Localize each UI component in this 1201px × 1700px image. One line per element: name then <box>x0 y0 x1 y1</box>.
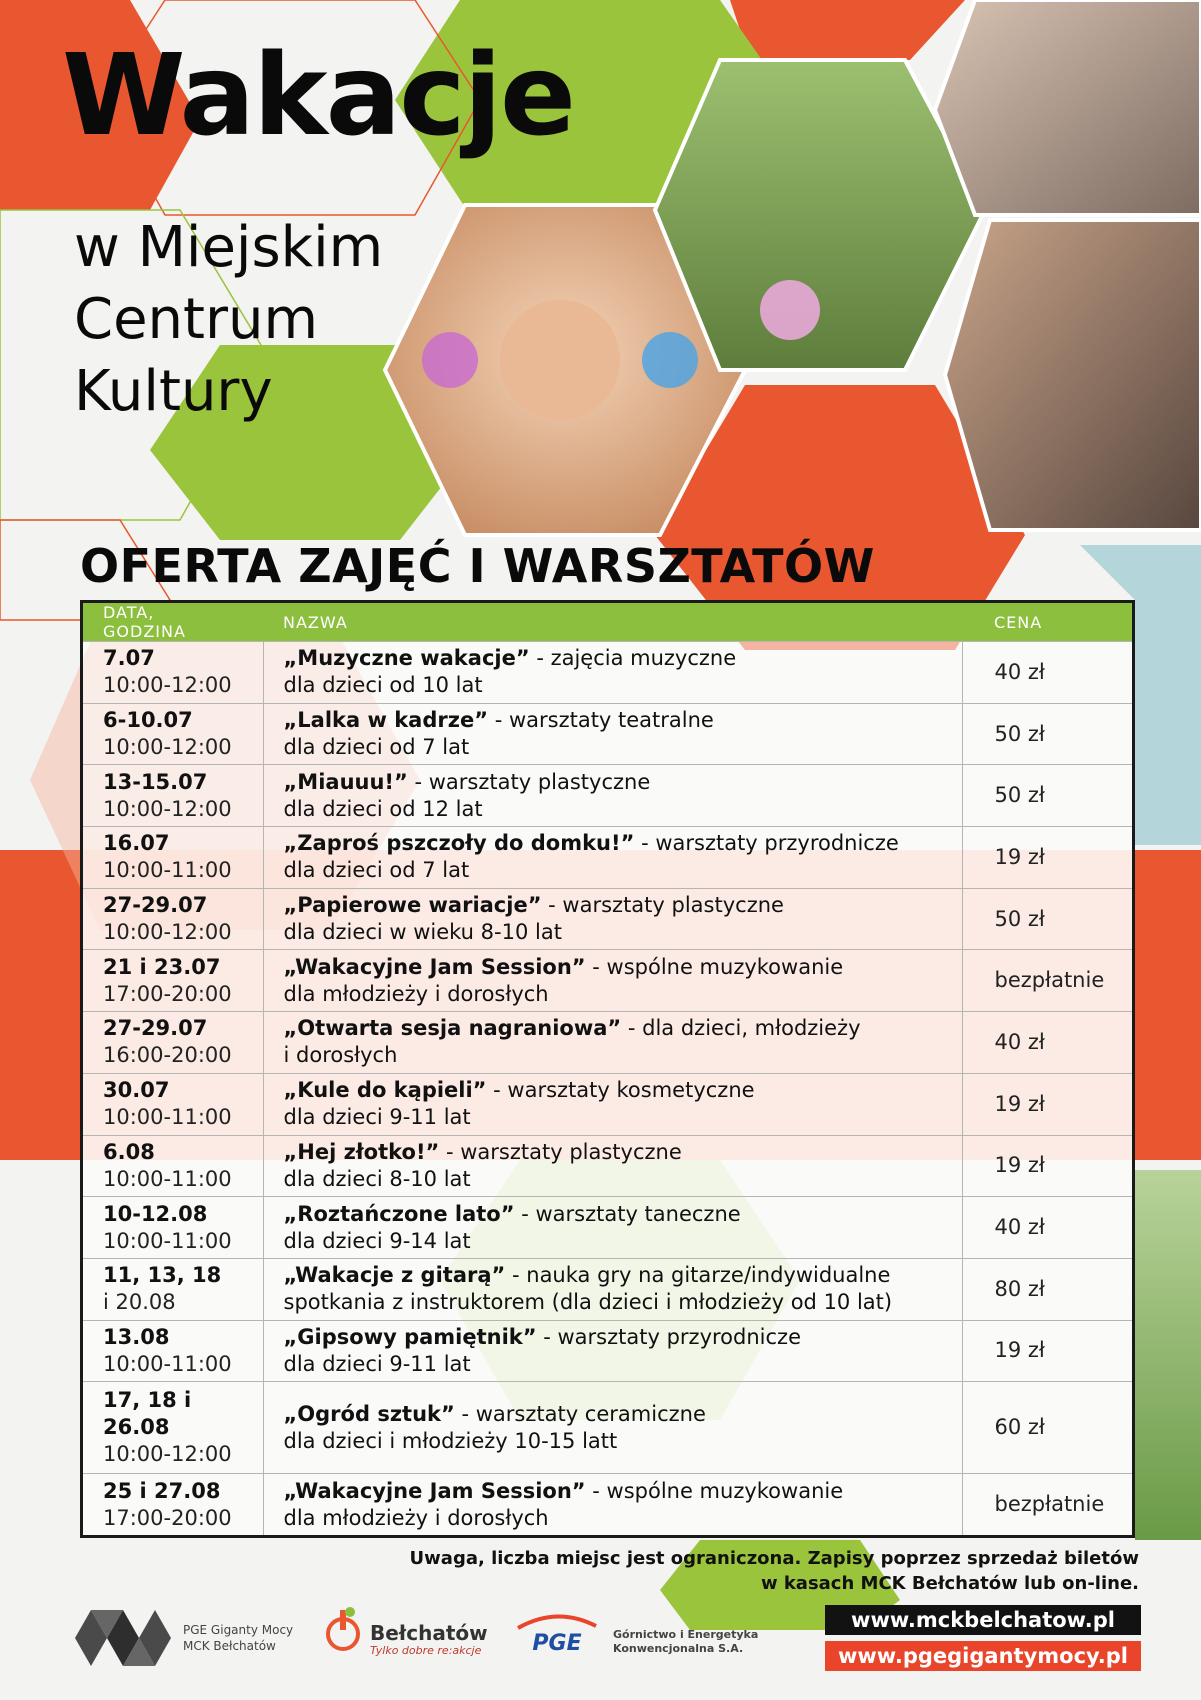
row-name-cell <box>263 827 962 889</box>
row-desc: - warsztaty przyrodnicze <box>536 1324 801 1349</box>
row-name-line-2: dla dzieci 9-11 lat <box>283 1105 471 1130</box>
row-date: 16.07 <box>103 831 170 856</box>
row-desc: - warsztaty plastyczne <box>541 893 784 918</box>
row-title: „Kule do kąpieli” <box>283 1078 487 1103</box>
row-price: 19 zł <box>962 1320 1132 1382</box>
belchatow-tagline: Tylko dobre re:akcje <box>370 1644 482 1657</box>
row-time: i 20.08 <box>103 1290 176 1315</box>
mck-logo-line-2: MCK Bełchatów <box>183 1639 276 1653</box>
row-desc: - wspólne muzykowanie <box>585 1478 844 1503</box>
row-name-line-1 <box>284 1201 942 1228</box>
row-date: 30.07 <box>103 1078 170 1103</box>
row-title: „Ogród sztuk” <box>283 1401 455 1426</box>
row-name-line-1 <box>284 645 942 672</box>
orange-band-right <box>1135 850 1201 1160</box>
section-title: OFERTA ZAJĘĆ I WARSZTATÓW <box>80 539 875 593</box>
row-time: 10:00-12:00 <box>103 796 232 821</box>
table-row <box>83 1258 1132 1320</box>
row-desc: - warsztaty plastyczne <box>439 1139 682 1164</box>
row-date-cell <box>83 703 263 765</box>
row-name-cell <box>263 703 962 765</box>
table-row <box>83 703 1132 765</box>
row-desc: - nauka gry na gitarze/indywidualne <box>505 1263 891 1288</box>
pge-company-name <box>613 1628 758 1656</box>
row-date: 6.08 <box>103 1139 155 1164</box>
row-date: 11, 13, 18 <box>103 1263 222 1288</box>
row-title: „Lalka w kadrze” <box>283 708 489 733</box>
photo-guitar-hint <box>760 280 820 340</box>
row-price: 19 zł <box>962 827 1132 889</box>
row-time: 10:00-12:00 <box>103 1442 232 1467</box>
row-time: 16:00-20:00 <box>103 1043 232 1068</box>
table-row <box>83 1073 1132 1135</box>
row-title: „Hej złotko!” <box>283 1139 440 1164</box>
row-price: 19 zł <box>962 1135 1132 1197</box>
row-name-line-2: dla dzieci 9-11 lat <box>283 1351 471 1376</box>
row-title: „Wakacyjne Jam Session” <box>283 1478 586 1503</box>
row-desc: - dla dzieci, młodzieży <box>621 1016 861 1041</box>
pge-company-line-2: Konwencjonalna S.A. <box>613 1642 744 1655</box>
belchatow-name: Bełchatów <box>370 1621 488 1645</box>
row-desc: - wspólne muzykowanie <box>585 954 844 979</box>
row-price: 40 zł <box>962 1012 1132 1074</box>
row-date-cell <box>83 765 263 827</box>
row-name-cell <box>263 1135 962 1197</box>
photo-paint-hint-2 <box>642 332 698 388</box>
row-date-cell <box>83 1197 263 1259</box>
row-name-line-1 <box>284 707 942 734</box>
row-date-cell <box>83 642 263 704</box>
table-row <box>83 888 1132 950</box>
header-price: CENA <box>962 603 1132 642</box>
row-name-line-1 <box>284 1478 942 1505</box>
row-name-cell <box>263 1320 962 1382</box>
pge-logo-text: PGE <box>532 1631 582 1656</box>
row-title: „Wakacyjne Jam Session” <box>283 954 586 979</box>
row-title: „Papierowe wariacje” <box>283 893 542 918</box>
header-date: DATA, GODZINA <box>83 603 263 642</box>
row-time: 10:00-12:00 <box>103 735 232 760</box>
row-date: 25 i 27.08 <box>103 1478 221 1503</box>
website-link-pge[interactable]: www.pgegigantymocy.pl <box>825 1641 1141 1671</box>
row-price: 60 zł <box>962 1382 1132 1474</box>
row-title: „Miauuu!” <box>283 769 408 794</box>
row-date: 13-15.07 <box>103 769 208 794</box>
photo-boy-drawing <box>945 220 1201 530</box>
row-title: „Zaproś pszczoły do domku!” <box>283 831 635 856</box>
row-date: 27-29.07 <box>103 1016 208 1041</box>
row-name-line-2: spotkania z instruktorem (dla dzieci i młodzieży od 10 lat) <box>283 1290 893 1315</box>
row-name-line-1 <box>284 1139 942 1166</box>
row-name-cell <box>263 888 962 950</box>
row-date: 13.08 <box>103 1324 170 1349</box>
row-name-cell <box>263 1012 962 1074</box>
row-desc: - warsztaty kosmetyczne <box>486 1078 755 1103</box>
row-name-line-1 <box>284 769 942 796</box>
row-date: 27-29.07 <box>103 893 208 918</box>
table-header-row <box>83 603 1132 642</box>
row-name-line-1 <box>284 954 942 981</box>
table-row <box>83 1474 1132 1535</box>
belchatow-logo-icon <box>323 1604 363 1654</box>
row-price: 80 zł <box>962 1258 1132 1320</box>
subtitle-line-2: Centrum <box>74 287 319 352</box>
mck-logo-line-1: PGE Giganty Mocy <box>183 1623 294 1637</box>
row-desc: - warsztaty taneczne <box>514 1201 741 1226</box>
notice-line-2: w kasach MCK Bełchatów lub on-line. <box>760 1573 1139 1594</box>
row-price: bezpłatnie <box>962 1474 1132 1535</box>
row-time: 10:00-11:00 <box>103 1228 232 1253</box>
row-price: 40 zł <box>962 1197 1132 1259</box>
row-price: 50 zł <box>962 703 1132 765</box>
row-time: 10:00-12:00 <box>103 673 232 698</box>
pge-company-line-1: Górnictwo i Energetyka <box>613 1628 759 1641</box>
orange-band-left <box>0 850 82 1160</box>
row-name-line-2: dla młodzieży i dorosłych <box>283 1505 549 1530</box>
row-name-cell <box>263 1382 962 1474</box>
row-date-cell <box>83 1073 263 1135</box>
pge-logo <box>512 1612 602 1656</box>
row-price: bezpłatnie <box>962 950 1132 1012</box>
row-desc: - warsztaty przyrodnicze <box>634 831 899 856</box>
row-name-line-2: dla dzieci i młodzieży 10-15 latt <box>283 1428 618 1453</box>
photo-kids-pottery <box>935 0 1201 215</box>
row-name-cell <box>263 1197 962 1259</box>
row-date-cell <box>83 1382 263 1474</box>
row-price: 40 zł <box>962 642 1132 704</box>
table-row <box>83 950 1132 1012</box>
row-date-cell <box>83 1135 263 1197</box>
subtitle-line-1: w Miejskim <box>74 215 384 280</box>
row-name-line-2: dla dzieci od 7 lat <box>283 735 470 760</box>
row-date-cell <box>83 1474 263 1535</box>
row-time: 10:00-11:00 <box>103 1166 232 1191</box>
row-date-cell <box>83 950 263 1012</box>
row-title: „Gipsowy pamiętnik” <box>283 1324 537 1349</box>
row-date: 17, 18 i 26.08 <box>103 1388 192 1440</box>
photo-face-hint <box>500 300 620 420</box>
row-date: 21 i 23.07 <box>103 954 221 979</box>
row-name-line-2: dla młodzieży i dorosłych <box>283 981 549 1006</box>
row-name-cell <box>263 1073 962 1135</box>
row-name-line-2: dla dzieci 9-14 lat <box>283 1228 471 1253</box>
subtitle-line-3: Kultury <box>74 359 273 424</box>
row-title: „Wakacje z gitarą” <box>283 1263 506 1288</box>
mck-logo-text <box>183 1622 293 1654</box>
table-row <box>83 1135 1132 1197</box>
row-price: 50 zł <box>962 888 1132 950</box>
row-time: 17:00-20:00 <box>103 981 232 1006</box>
table-row <box>83 1382 1132 1474</box>
row-name-line-2: i dorosłych <box>283 1043 398 1068</box>
orange-block-top-right <box>730 0 965 60</box>
row-name-cell <box>263 642 962 704</box>
row-desc: - warsztaty teatralne <box>488 708 714 733</box>
row-date-cell <box>83 888 263 950</box>
photo-child-grass <box>1135 1170 1201 1540</box>
row-title: „Muzyczne wakacje” <box>283 646 530 671</box>
schedule-table <box>80 600 1135 1538</box>
row-date-cell <box>83 827 263 889</box>
row-name-line-2: dla dzieci od 10 lat <box>283 673 483 698</box>
row-date: 6-10.07 <box>103 708 193 733</box>
photo-paint-hint-1 <box>422 332 478 388</box>
row-name-line-2: dla dzieci w wieku 8-10 lat <box>283 920 562 945</box>
row-title: „Otwarta sesja nagraniowa” <box>283 1016 622 1041</box>
table-row <box>83 827 1132 889</box>
row-name-line-1 <box>284 892 942 919</box>
row-desc: - zajęcia muzyczne <box>529 646 737 671</box>
row-name-cell <box>263 950 962 1012</box>
row-name-line-2: dla dzieci od 7 lat <box>283 858 470 883</box>
belchatow-logo-text <box>370 1622 488 1658</box>
table-row <box>83 1320 1132 1382</box>
row-date: 10-12.08 <box>103 1201 208 1226</box>
table-row <box>83 1012 1132 1074</box>
row-name-cell <box>263 1258 962 1320</box>
row-name-line-1 <box>284 1401 942 1428</box>
row-title: „Roztańczone lato” <box>283 1201 515 1226</box>
row-desc: - warsztaty plastyczne <box>407 769 651 794</box>
row-name-line-1 <box>284 830 942 857</box>
row-price: 19 zł <box>962 1073 1132 1135</box>
row-date-cell <box>83 1258 263 1320</box>
row-date: 7.07 <box>103 646 155 671</box>
row-name-line-1 <box>284 1262 942 1289</box>
table-row <box>83 765 1132 827</box>
row-time: 10:00-11:00 <box>103 1351 232 1376</box>
table-row <box>83 642 1132 704</box>
row-name-line-2: dla dzieci od 12 lat <box>283 796 483 821</box>
row-time: 17:00-20:00 <box>103 1505 232 1530</box>
row-date-cell <box>83 1320 263 1382</box>
row-time: 10:00-12:00 <box>103 920 232 945</box>
row-date-cell <box>83 1012 263 1074</box>
row-price: 50 zł <box>962 765 1132 827</box>
row-name-line-1 <box>284 1015 942 1042</box>
row-name-line-1 <box>284 1077 942 1104</box>
row-name-cell <box>263 1474 962 1535</box>
header-name: NAZWA <box>263 603 962 642</box>
row-name-cell <box>263 765 962 827</box>
table-row <box>83 1197 1132 1259</box>
row-time: 10:00-11:00 <box>103 858 232 883</box>
notice-line-1: Uwaga, liczba miejsc jest ograniczona. Zapisy poprzez sprzedaż biletów <box>409 1548 1139 1569</box>
row-name-line-1 <box>284 1324 942 1351</box>
website-link-mck[interactable]: www.mckbelchatow.pl <box>825 1605 1141 1635</box>
mck-logo-icon <box>75 1610 171 1666</box>
row-time: 10:00-11:00 <box>103 1105 232 1130</box>
registration-notice <box>410 1546 1139 1596</box>
row-name-line-2: dla dzieci 8-10 lat <box>283 1166 471 1191</box>
poster-subtitle <box>74 212 383 428</box>
row-desc: - warsztaty ceramiczne <box>454 1401 706 1426</box>
poster-title: Wakacje <box>62 31 574 161</box>
